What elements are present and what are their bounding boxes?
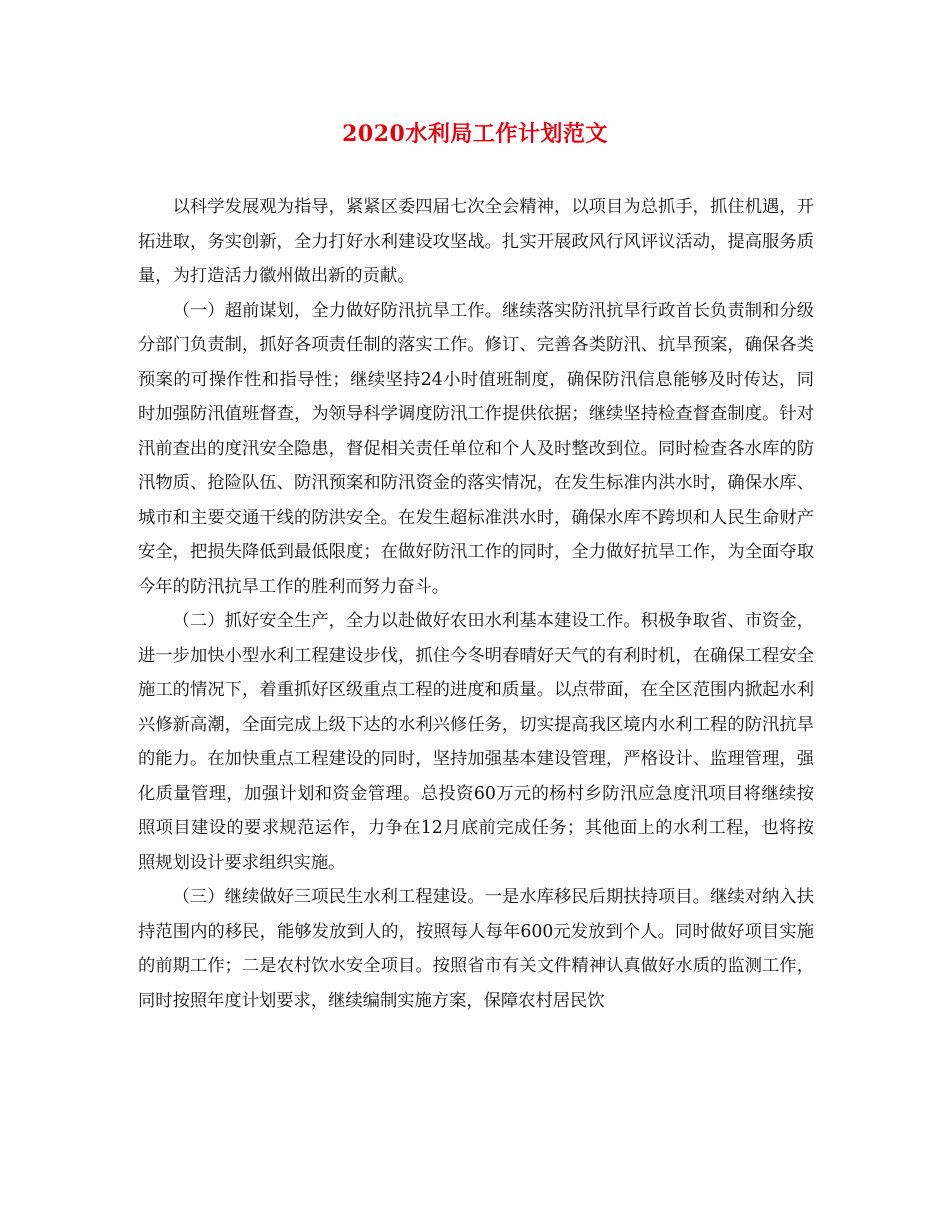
document-title: 2020水利局工作计划范文 xyxy=(342,121,608,147)
document-body xyxy=(138,190,814,1018)
paragraph-livelihood-projects: （三）继续做好三项民生水利工程建设。一是水库移民后期扶持项目。继续对纳入扶持范围内的移民，能够发放到人的，按照每人每年600元发放到个人。同时做好项目实施的前期工作；二是农村饮水安全项目。按照省市有关文件精神认真做好水质的监测工作，同时按照年度计划要求，继续编制实施方案，保障农村居民饮 xyxy=(138,887,814,1011)
paragraph-flood-control: （一）超前谋划，全力做好防汛抗旱工作。继续落实防汛抗旱行政首长负责制和分级分部门负责制，抓好各项责任制的落实工作。修订、完善各类防汛、抗旱预案，确保各类预案的可操作性和指导性；继续坚持24小时值班制度，确保防汛信息能够及时传达，同时加强防汛值班督查，为领导科学调度防汛工作提供依据；继续坚持检查督查制度。针对汛前查出的度汛安全隐患，督促相关责任单位和个人及时整改到位。同时检查各水库的防汛物质、抢险队伍、防汛预案和防汛资金的落实情况，在发生标准内洪水时，确保水库、城市和主要交通干线的防洪安全。在发生超标准洪水时，确保水库不跨坝和人民生命财产安全，把损失降低到最低限度；在做好防汛工作的同时，全力做好抗旱工作，为全面夺取今年的防汛抗旱工作的胜利而努力奋斗。 xyxy=(138,300,814,597)
paragraph-farmland-water: （二）抓好安全生产，全力以赴做好农田水利基本建设工作。积极争取省、市资金，进一步加快小型水利工程建设步伐，抓住今冬明春晴好天气的有利时机，在确保工程安全施工的情况下，着重抓好区级重点工程的进度和质量。以点带面，在全区范围内掀起水利兴修新高潮，全面完成上级下达的水利兴修任务，切实提高我区境内水利工程的防汛抗旱的能力。在加快重点工程建设的同时，坚持加强基本建设管理，严格设计、监理管理，强化质量管理，加强计划和资金管理。总投资60万元的杨村乡防汛应急度汛项目将继续按照项目建设的要求规范运作，力争在12月底前完成任务；其他面上的水利工程，也将按照规划设计要求组织实施。 xyxy=(138,611,814,873)
paragraph-intro: 以科学发展观为指导，紧紧区委四届七次全会精神，以项目为总抓手，抓住机遇，开拓进取，务实创新，全力打好水利建设攻坚战。扎实开展政风行风评议活动，提高服务质量，为打造活力徽州做出新的贡献。 xyxy=(138,197,814,286)
